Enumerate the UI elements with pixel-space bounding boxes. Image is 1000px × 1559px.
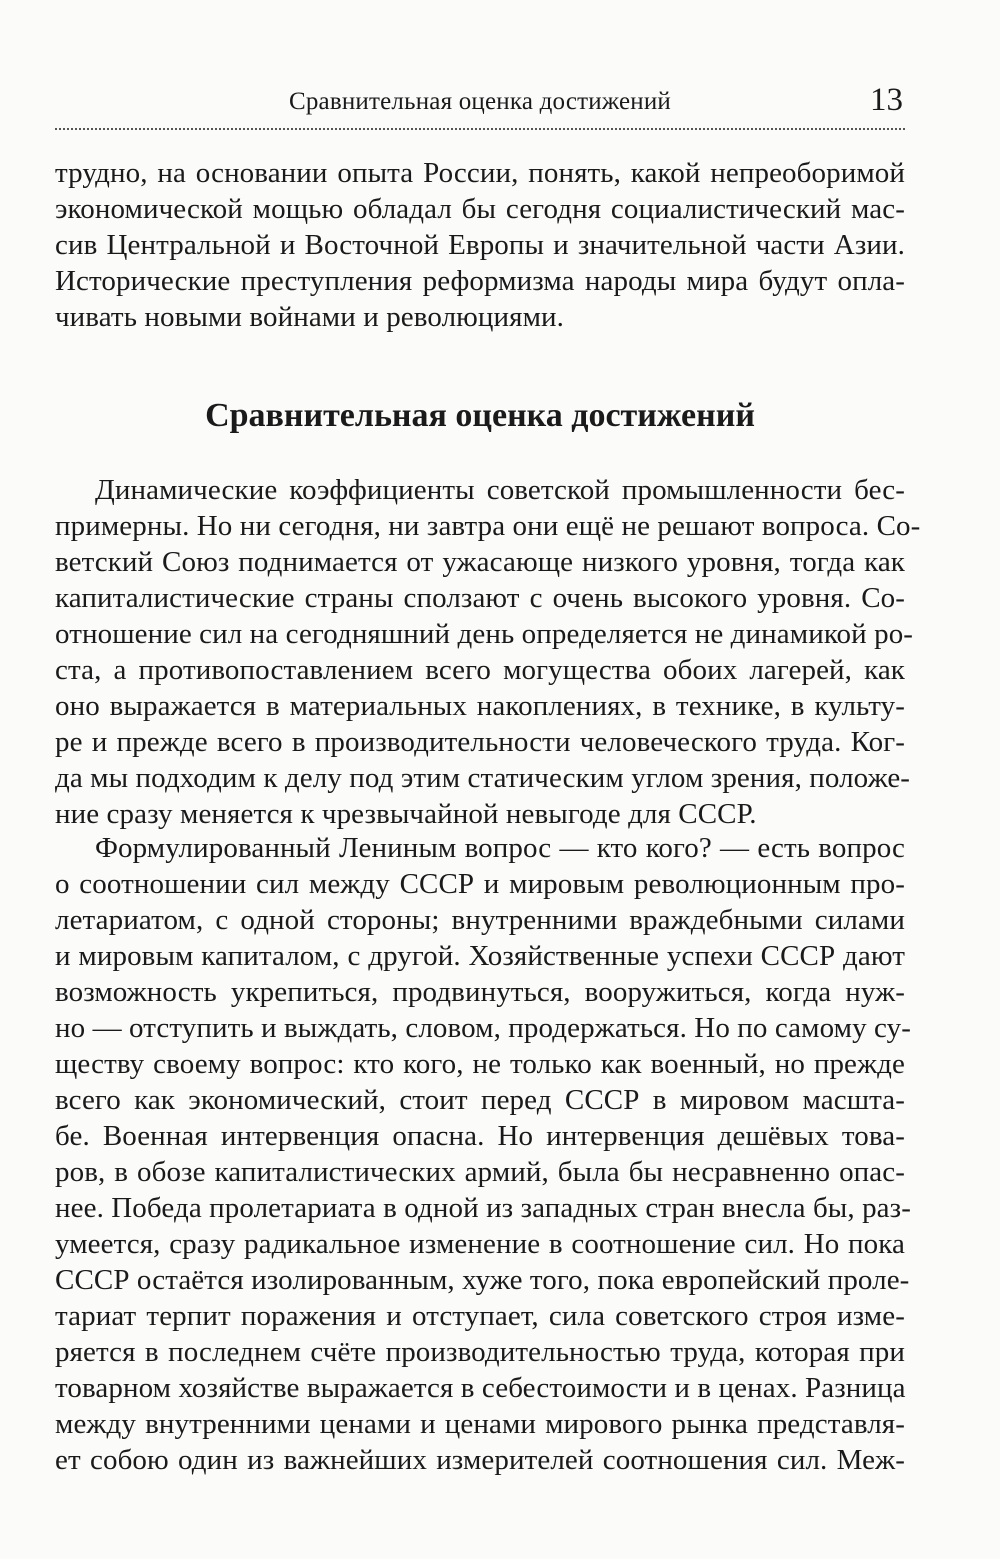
text-line: ряется в последнем счёте производительностью труда, которая при [55,1336,905,1368]
text-line: товарном хозяйстве выражается в себестоимости и в ценах. Разница [55,1372,906,1404]
text-line: отношение сил на сегодняшний день определяется не динамикой ро- [55,618,914,650]
text-line: ре и прежде всего в производительности человеческого труда. Ког- [55,726,905,758]
text-line: СССР остаётся изолированным, хуже того, пока европейский проле- [55,1264,910,1296]
text-line: ет собою один из важнейших измерителей соотношения сил. Меж- [55,1444,905,1476]
text-line: летариатом, с одной стороны; внутренними враждебными силами [55,904,905,936]
text-line: тариат терпит поражения и отступает, сила советского строя изме- [55,1300,905,1332]
text-line: сив Центральной и Восточной Европы и значительной части Азии. [55,229,905,261]
text-line: и мировым капиталом, с другой. Хозяйственные успехи СССР дают [55,940,905,972]
text-line: экономической мощью обладал бы сегодня социалистический мас- [55,193,905,225]
text-line: бе. Военная интервенция опасна. Но интервенция дешёвых това- [55,1120,905,1152]
text-line: оно выражается в материальных накоплениях, в технике, в культу- [55,690,905,722]
page-number: 13 [870,82,903,118]
text-line: Формулированный Лениным вопрос — кто кого? — есть вопрос [95,832,905,864]
text-line: ветский Союз поднимается от ужасающе низкого уровня, тогда как [55,546,905,578]
text-line: всего как экономический, стоит перед СССР в мировом масшта- [55,1084,905,1116]
text-line: примерны. Но ни сегодня, ни завтра они ещё не решают вопроса. Со- [55,510,921,542]
running-header [55,82,905,126]
text-line: возможность укрепиться, продвинуться, вооружиться, когда нуж- [55,976,905,1008]
text-line: нее. Победа пролетариата в одной из западных стран внесла бы, раз- [55,1192,911,1224]
text-line: чивать новыми войнами и революциями. [55,301,565,333]
text-line: ние сразу меняется к чрезвычайной невыгоде для СССР. [55,798,757,830]
text-line: между внутренними ценами и ценами мирового рынка представля- [55,1408,905,1440]
text-line: ста, а противопоставлением всего могущества обоих лагерей, как [55,654,905,686]
text-line: капиталистические страны сползают с очень высокого уровня. Со- [55,582,905,614]
text-line: Исторические преступления реформизма народы мира будут опла- [55,265,905,297]
text-line: да мы подходим к делу под этим статическим углом зрения, положе- [55,762,911,794]
text-line: ров, в обозе капиталистических армий, была бы несравненно опас- [55,1156,905,1188]
text-line: умеется, сразу радикальное изменение в соотношение сил. Но пока [55,1228,905,1260]
header-dotted-rule [55,128,905,130]
running-title: Сравнительная оценка достижений [288,88,672,115]
text-line: но — отступить и выждать, словом, продержаться. Но по самому су- [55,1012,911,1044]
text-line: Динамические коэффициенты советской промышленности бес- [95,474,905,506]
section-heading: Сравнительная оценка достижений [205,397,755,434]
text-line: о соотношении сил между СССР и мировым революционным про- [55,868,905,900]
text-line: ществу своему вопрос: кто кого, не только как военный, но прежде [55,1048,905,1080]
text-line: трудно, на основании опыта России, понять, какой непреоборимой [55,157,905,189]
